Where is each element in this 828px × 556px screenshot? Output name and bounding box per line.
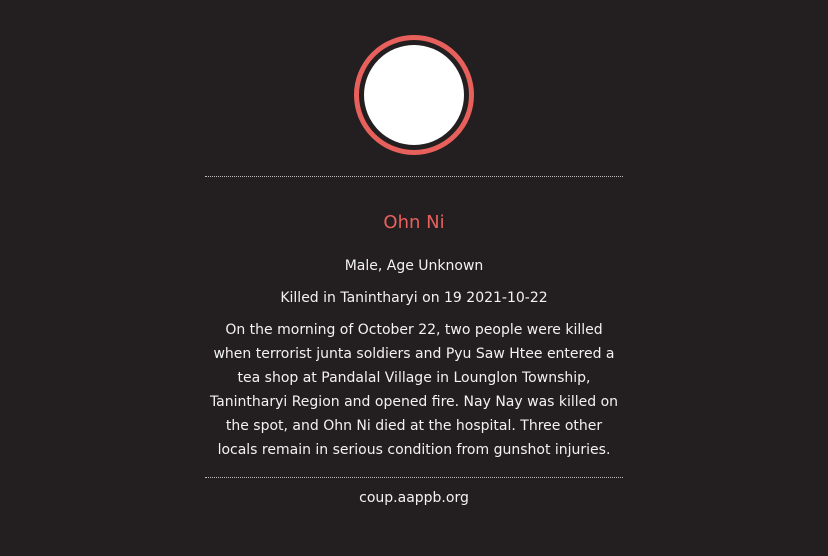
gender-age: Male, Age Unknown xyxy=(344,258,484,274)
bottom-divider xyxy=(205,477,623,478)
avatar-placeholder-icon xyxy=(364,45,464,145)
top-divider xyxy=(205,176,623,177)
incident-story: On the morning of October 22, two people were killed when terrorist junta soldiers and Pyu Saw Htee entered a tea shop at Pandalal Village in Lounglon Township, Tanintharyi Region and opened fire. Nay Nay was killed on the spot, and Ohn Ni died at the hospital. Three other locals remain in serious condition from gunshot injuries. xyxy=(209,322,619,458)
avatar xyxy=(354,35,474,155)
victim-name: Ohn Ni xyxy=(383,212,445,233)
killed-info: Killed in Tanintharyi on 19 2021-10-22 xyxy=(280,290,548,306)
source-link[interactable]: coup.aappb.org xyxy=(359,490,469,506)
